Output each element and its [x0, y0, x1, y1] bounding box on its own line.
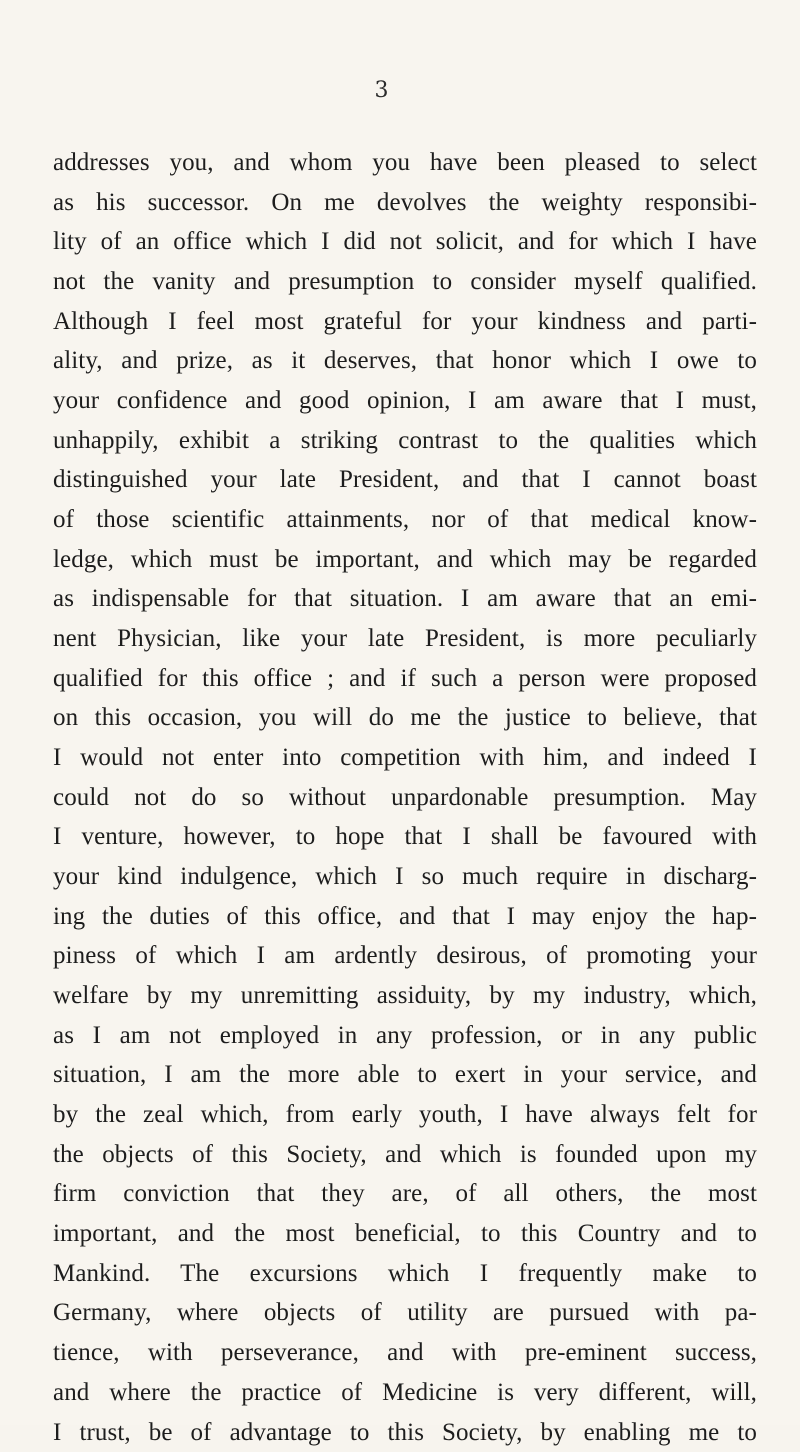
- text-line: tience, with perseverance, and with pre-eminent success,: [53, 1333, 757, 1373]
- text-line: I trust, be of advantage to this Society, by enabling me to: [53, 1413, 757, 1452]
- text-line: piness of which I am ardently desirous, of promoting your: [53, 936, 757, 976]
- text-line: ledge, which must be important, and which may be regarded: [53, 540, 757, 580]
- text-line: nent Physician, like your late President, is more peculiarly: [53, 619, 757, 659]
- text-line: qualified for this office ; and if such a person were proposed: [53, 659, 757, 699]
- text-line: Although I feel most grateful for your kindness and parti-: [53, 302, 757, 342]
- text-line: your confidence and good opinion, I am aware that I must,: [53, 381, 757, 421]
- text-line: welfare by my unremitting assiduity, by my industry, which,: [53, 976, 757, 1016]
- text-line: Germany, where objects of utility are pursued with pa-: [53, 1293, 757, 1333]
- text-line: I venture, however, to hope that I shall be favoured with: [53, 817, 757, 857]
- text-line: as his successor. On me devolves the weighty responsibi-: [53, 183, 757, 223]
- text-line: Mankind. The excursions which I frequently make to: [53, 1254, 757, 1294]
- text-line: firm conviction that they are, of all others, the most: [53, 1174, 757, 1214]
- text-line: lity of an office which I did not solicit, and for which I have: [53, 222, 757, 262]
- text-line: ality, and prize, as it deserves, that honor which I owe to: [53, 341, 757, 381]
- text-line: important, and the most beneficial, to this Country and to: [53, 1214, 757, 1254]
- text-line: by the zeal which, from early youth, I have always felt for: [53, 1095, 757, 1135]
- body-text: [53, 143, 757, 1452]
- text-line: situation, I am the more able to exert in your service, and: [53, 1055, 757, 1095]
- text-line: distinguished your late President, and that I cannot boast: [53, 460, 757, 500]
- text-line: I would not enter into competition with him, and indeed I: [53, 738, 757, 778]
- text-line: unhappily, exhibit a striking contrast to the qualities which: [53, 421, 757, 461]
- page-number: 3: [0, 78, 763, 103]
- text-line: as I am not employed in any profession, or in any public: [53, 1016, 757, 1056]
- text-line: addresses you, and whom you have been pleased to select: [53, 143, 757, 183]
- text-line: your kind indulgence, which I so much require in discharg-: [53, 857, 757, 897]
- text-line: ing the duties of this office, and that I may enjoy the hap-: [53, 897, 757, 937]
- text-line: of those scientific attainments, nor of that medical know-: [53, 500, 757, 540]
- text-line: on this occasion, you will do me the justice to believe, that: [53, 698, 757, 738]
- text-line: and where the practice of Medicine is very different, will,: [53, 1373, 757, 1413]
- text-line: could not do so without unpardonable presumption. May: [53, 778, 757, 818]
- text-line: the objects of this Society, and which is founded upon my: [53, 1135, 757, 1175]
- text-line: as indispensable for that situation. I am aware that an emi-: [53, 579, 757, 619]
- text-line: not the vanity and presumption to consider myself qualified.: [53, 262, 757, 302]
